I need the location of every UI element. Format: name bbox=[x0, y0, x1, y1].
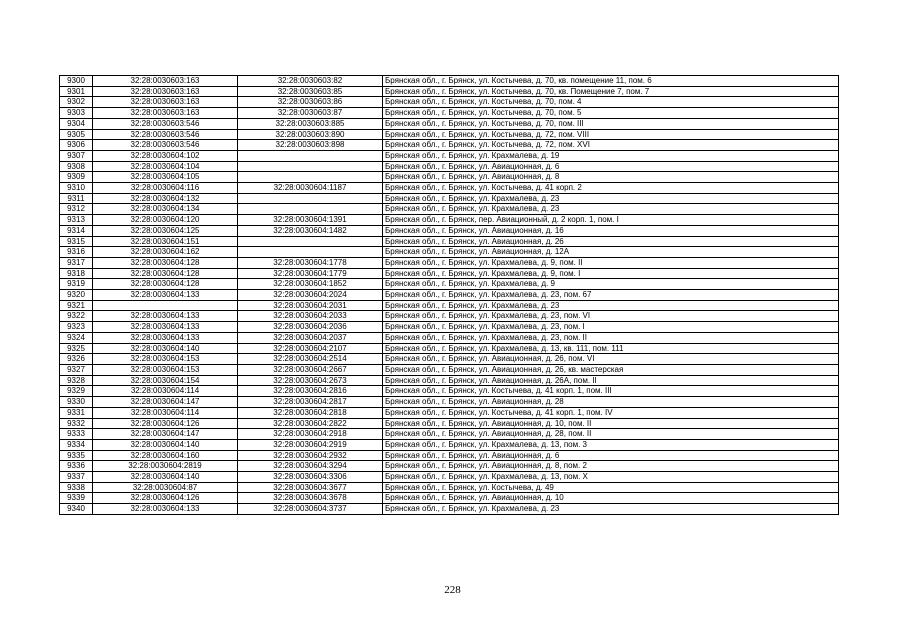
row-number-cell: 9327 bbox=[60, 364, 93, 375]
address-cell: Брянская обл., г. Брянск, ул. Авиационная, д. 12А bbox=[383, 247, 839, 258]
table-row bbox=[60, 429, 839, 440]
row-number-cell: 9317 bbox=[60, 257, 93, 268]
object-number-cell: 32:28:0030603:898 bbox=[238, 140, 383, 151]
address-cell: Брянская обл., г. Брянск, ул. Крахмалева, д. 23, пом. VI bbox=[383, 311, 839, 322]
address-cell: Брянская обл., г. Брянск, ул. Авиационная, д. 10 bbox=[383, 493, 839, 504]
parcel-number-cell: 32:28:0030604:140 bbox=[93, 439, 238, 450]
address-cell: Брянская обл., г. Брянск, ул. Крахмалева, д. 9 bbox=[383, 279, 839, 290]
object-number-cell: 32:28:0030603:82 bbox=[238, 76, 383, 87]
table-row bbox=[60, 150, 839, 161]
object-number-cell: 32:28:0030604:1778 bbox=[238, 257, 383, 268]
parcel-number-cell: 32:28:0030604:147 bbox=[93, 429, 238, 440]
row-number-cell: 9337 bbox=[60, 472, 93, 483]
row-number-cell: 9323 bbox=[60, 322, 93, 333]
table-row bbox=[60, 386, 839, 397]
table-row bbox=[60, 247, 839, 258]
object-number-cell: 32:28:0030604:2818 bbox=[238, 407, 383, 418]
property-registry-table bbox=[59, 75, 839, 515]
row-number-cell: 9332 bbox=[60, 418, 93, 429]
address-cell: Брянская обл., г. Брянск, ул. Авиационная, д. 8, пом. 2 bbox=[383, 461, 839, 472]
table-row bbox=[60, 257, 839, 268]
table-row bbox=[60, 354, 839, 365]
table-row bbox=[60, 472, 839, 483]
parcel-number-cell: 32:28:0030604:126 bbox=[93, 418, 238, 429]
parcel-number-cell: 32:28:0030604:104 bbox=[93, 161, 238, 172]
row-number-cell: 9307 bbox=[60, 150, 93, 161]
object-number-cell: 32:28:0030604:3677 bbox=[238, 482, 383, 493]
table-row bbox=[60, 86, 839, 97]
table-row bbox=[60, 322, 839, 333]
address-cell: Брянская обл., г. Брянск, ул. Авиационная, д. 26, кв. мастерская bbox=[383, 364, 839, 375]
object-number-cell: 32:28:0030604:2036 bbox=[238, 322, 383, 333]
address-cell: Брянская обл., г. Брянск, ул. Крахмалева, д. 23, пом. II bbox=[383, 332, 839, 343]
row-number-cell: 9315 bbox=[60, 236, 93, 247]
row-number-cell: 9335 bbox=[60, 450, 93, 461]
table-body bbox=[60, 76, 839, 515]
table-row bbox=[60, 268, 839, 279]
address-cell: Брянская обл., г. Брянск, ул. Крахмалева, д. 9, пом. II bbox=[383, 257, 839, 268]
table-row bbox=[60, 108, 839, 119]
address-cell: Брянская обл., г. Брянск, ул. Крахмалева, д. 9, пом. I bbox=[383, 268, 839, 279]
row-number-cell: 9300 bbox=[60, 76, 93, 87]
parcel-number-cell: 32:28:0030603:163 bbox=[93, 76, 238, 87]
parcel-number-cell: 32:28:0030604:128 bbox=[93, 257, 238, 268]
table-row bbox=[60, 161, 839, 172]
parcel-number-cell: 32:28:0030604:160 bbox=[93, 450, 238, 461]
table-row bbox=[60, 118, 839, 129]
row-number-cell: 9305 bbox=[60, 129, 93, 140]
parcel-number-cell: 32:28:0030604:133 bbox=[93, 504, 238, 515]
object-number-cell: 32:28:0030604:2919 bbox=[238, 439, 383, 450]
table-row bbox=[60, 504, 839, 515]
parcel-number-cell: 32:28:0030604:116 bbox=[93, 183, 238, 194]
parcel-number-cell: 32:28:0030604:133 bbox=[93, 311, 238, 322]
parcel-number-cell: 32:28:0030603:546 bbox=[93, 118, 238, 129]
object-number-cell: 32:28:0030604:2024 bbox=[238, 290, 383, 301]
parcel-number-cell: 32:28:0030603:546 bbox=[93, 129, 238, 140]
row-number-cell: 9340 bbox=[60, 504, 93, 515]
table-row bbox=[60, 97, 839, 108]
object-number-cell bbox=[238, 236, 383, 247]
parcel-number-cell: 32:28:0030604:133 bbox=[93, 290, 238, 301]
address-cell: Брянская обл., г. Брянск, ул. Костычева, д. 70, пом. III bbox=[383, 118, 839, 129]
table-row bbox=[60, 172, 839, 183]
address-cell: Брянская обл., г. Брянск, ул. Крахмалева, д. 23 bbox=[383, 193, 839, 204]
object-number-cell: 32:28:0030604:2673 bbox=[238, 375, 383, 386]
address-cell: Брянская обл., г. Брянск, ул. Крахмалева, д. 23 bbox=[383, 204, 839, 215]
table-row bbox=[60, 439, 839, 450]
table-row bbox=[60, 397, 839, 408]
object-number-cell: 32:28:0030604:2033 bbox=[238, 311, 383, 322]
address-cell: Брянская обл., г. Брянск, ул. Крахмалева, д. 23, пом. 67 bbox=[383, 290, 839, 301]
parcel-number-cell: 32:28:0030604:120 bbox=[93, 215, 238, 226]
row-number-cell: 9334 bbox=[60, 439, 93, 450]
parcel-number-cell: 32:28:0030604:105 bbox=[93, 172, 238, 183]
address-cell: Брянская обл., г. Брянск, ул. Костычева, д. 41 корп. 2 bbox=[383, 183, 839, 194]
object-number-cell: 32:28:0030604:2107 bbox=[238, 343, 383, 354]
row-number-cell: 9311 bbox=[60, 193, 93, 204]
address-cell: Брянская обл., г. Брянск, ул. Костычева, д. 72, пом. XVI bbox=[383, 140, 839, 151]
table-row bbox=[60, 364, 839, 375]
parcel-number-cell: 32:28:0030604:102 bbox=[93, 150, 238, 161]
address-cell: Брянская обл., г. Брянск, ул. Авиационная, д. 26А, пом. II bbox=[383, 375, 839, 386]
address-cell: Брянская обл., г. Брянск, ул. Костычева, д. 49 bbox=[383, 482, 839, 493]
parcel-number-cell: 32:28:0030604:2819 bbox=[93, 461, 238, 472]
object-number-cell: 32:28:0030604:1779 bbox=[238, 268, 383, 279]
object-number-cell: 32:28:0030604:2822 bbox=[238, 418, 383, 429]
row-number-cell: 9304 bbox=[60, 118, 93, 129]
address-cell: Брянская обл., г. Брянск, ул. Крахмалева, д. 13, кв. 111, пом. 111 bbox=[383, 343, 839, 354]
table-row bbox=[60, 332, 839, 343]
object-number-cell bbox=[238, 193, 383, 204]
table-row bbox=[60, 183, 839, 194]
table-row bbox=[60, 140, 839, 151]
parcel-number-cell: 32:28:0030604:140 bbox=[93, 472, 238, 483]
address-cell: Брянская обл., г. Брянск, ул. Костычева, д. 41 корп. 1, пом. IV bbox=[383, 407, 839, 418]
parcel-number-cell bbox=[93, 300, 238, 311]
object-number-cell: 32:28:0030603:86 bbox=[238, 97, 383, 108]
parcel-number-cell: 32:28:0030603:163 bbox=[93, 108, 238, 119]
row-number-cell: 9310 bbox=[60, 183, 93, 194]
table-row bbox=[60, 493, 839, 504]
row-number-cell: 9330 bbox=[60, 397, 93, 408]
parcel-number-cell: 32:28:0030604:114 bbox=[93, 386, 238, 397]
object-number-cell bbox=[238, 172, 383, 183]
parcel-number-cell: 32:28:0030604:153 bbox=[93, 364, 238, 375]
address-cell: Брянская обл., г. Брянск, ул. Крахмалева, д. 13, пом. 3 bbox=[383, 439, 839, 450]
address-cell: Брянская обл., г. Брянск, ул. Костычева, д. 41 корп. 1, пом. III bbox=[383, 386, 839, 397]
table-row bbox=[60, 461, 839, 472]
row-number-cell: 9331 bbox=[60, 407, 93, 418]
parcel-number-cell: 32:28:0030604:140 bbox=[93, 343, 238, 354]
table-row bbox=[60, 375, 839, 386]
object-number-cell bbox=[238, 247, 383, 258]
object-number-cell: 32:28:0030603:87 bbox=[238, 108, 383, 119]
row-number-cell: 9302 bbox=[60, 97, 93, 108]
address-cell: Брянская обл., г. Брянск, ул. Крахмалева, д. 13, пом. X bbox=[383, 472, 839, 483]
row-number-cell: 9320 bbox=[60, 290, 93, 301]
row-number-cell: 9339 bbox=[60, 493, 93, 504]
parcel-number-cell: 32:28:0030604:128 bbox=[93, 279, 238, 290]
object-number-cell: 32:28:0030604:3306 bbox=[238, 472, 383, 483]
address-cell: Брянская обл., г. Брянск, ул. Авиационная, д. 6 bbox=[383, 450, 839, 461]
table-row bbox=[60, 76, 839, 87]
address-cell: Брянская обл., г. Брянск, ул. Костычева, д. 70, кв. Помещение 7, пом. 7 bbox=[383, 86, 839, 97]
row-number-cell: 9316 bbox=[60, 247, 93, 258]
address-cell: Брянская обл., г. Брянск, ул. Авиационная, д. 6 bbox=[383, 161, 839, 172]
parcel-number-cell: 32:28:0030604:133 bbox=[93, 322, 238, 333]
row-number-cell: 9329 bbox=[60, 386, 93, 397]
row-number-cell: 9321 bbox=[60, 300, 93, 311]
row-number-cell: 9308 bbox=[60, 161, 93, 172]
object-number-cell: 32:28:0030604:2817 bbox=[238, 397, 383, 408]
row-number-cell: 9314 bbox=[60, 225, 93, 236]
address-cell: Брянская обл., г. Брянск, пер. Авиационный, д. 2 корп. 1, пом. I bbox=[383, 215, 839, 226]
table-row bbox=[60, 311, 839, 322]
table-row bbox=[60, 407, 839, 418]
object-number-cell: 32:28:0030604:2816 bbox=[238, 386, 383, 397]
parcel-number-cell: 32:28:0030604:128 bbox=[93, 268, 238, 279]
row-number-cell: 9333 bbox=[60, 429, 93, 440]
address-cell: Брянская обл., г. Брянск, ул. Костычева, д. 72, пом. VIII bbox=[383, 129, 839, 140]
row-number-cell: 9309 bbox=[60, 172, 93, 183]
object-number-cell: 32:28:0030604:2667 bbox=[238, 364, 383, 375]
table-row bbox=[60, 236, 839, 247]
table-row bbox=[60, 129, 839, 140]
table-row bbox=[60, 450, 839, 461]
object-number-cell bbox=[238, 204, 383, 215]
address-cell: Брянская обл., г. Брянск, ул. Авиационная, д. 28, пом. II bbox=[383, 429, 839, 440]
object-number-cell: 32:28:0030604:1852 bbox=[238, 279, 383, 290]
parcel-number-cell: 32:28:0030604:154 bbox=[93, 375, 238, 386]
parcel-number-cell: 32:28:0030604:147 bbox=[93, 397, 238, 408]
table-row bbox=[60, 225, 839, 236]
table-row bbox=[60, 482, 839, 493]
address-cell: Брянская обл., г. Брянск, ул. Крахмалева, д. 23 bbox=[383, 504, 839, 515]
object-number-cell: 32:28:0030604:1482 bbox=[238, 225, 383, 236]
parcel-number-cell: 32:28:0030604:87 bbox=[93, 482, 238, 493]
row-number-cell: 9338 bbox=[60, 482, 93, 493]
address-cell: Брянская обл., г. Брянск, ул. Костычева, д. 70, кв. помещение 11, пом. 6 bbox=[383, 76, 839, 87]
parcel-number-cell: 32:28:0030604:133 bbox=[93, 332, 238, 343]
row-number-cell: 9318 bbox=[60, 268, 93, 279]
row-number-cell: 9312 bbox=[60, 204, 93, 215]
row-number-cell: 9313 bbox=[60, 215, 93, 226]
parcel-number-cell: 32:28:0030604:126 bbox=[93, 493, 238, 504]
object-number-cell: 32:28:0030603:890 bbox=[238, 129, 383, 140]
address-cell: Брянская обл., г. Брянск, ул. Авиационная, д. 26 bbox=[383, 236, 839, 247]
row-number-cell: 9328 bbox=[60, 375, 93, 386]
parcel-number-cell: 32:28:0030604:162 bbox=[93, 247, 238, 258]
parcel-number-cell: 32:28:0030603:163 bbox=[93, 97, 238, 108]
parcel-number-cell: 32:28:0030604:114 bbox=[93, 407, 238, 418]
parcel-number-cell: 32:28:0030603:163 bbox=[93, 86, 238, 97]
table-row bbox=[60, 193, 839, 204]
address-cell: Брянская обл., г. Брянск, ул. Авиационная, д. 28 bbox=[383, 397, 839, 408]
parcel-number-cell: 32:28:0030604:125 bbox=[93, 225, 238, 236]
object-number-cell: 32:28:0030603:885 bbox=[238, 118, 383, 129]
parcel-number-cell: 32:28:0030603:546 bbox=[93, 140, 238, 151]
table-row bbox=[60, 204, 839, 215]
object-number-cell: 32:28:0030604:2037 bbox=[238, 332, 383, 343]
object-number-cell: 32:28:0030604:2514 bbox=[238, 354, 383, 365]
table-row bbox=[60, 279, 839, 290]
row-number-cell: 9301 bbox=[60, 86, 93, 97]
object-number-cell bbox=[238, 150, 383, 161]
address-cell: Брянская обл., г. Брянск, ул. Авиационная, д. 8 bbox=[383, 172, 839, 183]
table-row bbox=[60, 290, 839, 301]
address-cell: Брянская обл., г. Брянск, ул. Авиационная, д. 26, пом. VI bbox=[383, 354, 839, 365]
object-number-cell: 32:28:0030604:1391 bbox=[238, 215, 383, 226]
object-number-cell: 32:28:0030603:85 bbox=[238, 86, 383, 97]
address-cell: Брянская обл., г. Брянск, ул. Авиационная, д. 16 bbox=[383, 225, 839, 236]
row-number-cell: 9336 bbox=[60, 461, 93, 472]
page-number: 228 bbox=[444, 584, 461, 596]
address-cell: Брянская обл., г. Брянск, ул. Крахмалева, д. 23, пом. I bbox=[383, 322, 839, 333]
row-number-cell: 9326 bbox=[60, 354, 93, 365]
object-number-cell: 32:28:0030604:2932 bbox=[238, 450, 383, 461]
object-number-cell: 32:28:0030604:2031 bbox=[238, 300, 383, 311]
parcel-number-cell: 32:28:0030604:132 bbox=[93, 193, 238, 204]
object-number-cell: 32:28:0030604:3678 bbox=[238, 493, 383, 504]
address-cell: Брянская обл., г. Брянск, ул. Крахмалева, д. 23 bbox=[383, 300, 839, 311]
table-row bbox=[60, 343, 839, 354]
parcel-number-cell: 32:28:0030604:151 bbox=[93, 236, 238, 247]
row-number-cell: 9319 bbox=[60, 279, 93, 290]
row-number-cell: 9325 bbox=[60, 343, 93, 354]
object-number-cell bbox=[238, 161, 383, 172]
object-number-cell: 32:28:0030604:1187 bbox=[238, 183, 383, 194]
address-cell: Брянская обл., г. Брянск, ул. Костычева, д. 70, пом. 4 bbox=[383, 97, 839, 108]
address-cell: Брянская обл., г. Брянск, ул. Костычева, д. 70, пом. 5 bbox=[383, 108, 839, 119]
row-number-cell: 9322 bbox=[60, 311, 93, 322]
row-number-cell: 9324 bbox=[60, 332, 93, 343]
address-cell: Брянская обл., г. Брянск, ул. Крахмалева, д. 19 bbox=[383, 150, 839, 161]
object-number-cell: 32:28:0030604:3737 bbox=[238, 504, 383, 515]
parcel-number-cell: 32:28:0030604:134 bbox=[93, 204, 238, 215]
row-number-cell: 9303 bbox=[60, 108, 93, 119]
object-number-cell: 32:28:0030604:2918 bbox=[238, 429, 383, 440]
object-number-cell: 32:28:0030604:3294 bbox=[238, 461, 383, 472]
row-number-cell: 9306 bbox=[60, 140, 93, 151]
table-row bbox=[60, 215, 839, 226]
address-cell: Брянская обл., г. Брянск, ул. Авиационная, д. 10, пом. II bbox=[383, 418, 839, 429]
parcel-number-cell: 32:28:0030604:153 bbox=[93, 354, 238, 365]
table-row bbox=[60, 418, 839, 429]
table-row bbox=[60, 300, 839, 311]
